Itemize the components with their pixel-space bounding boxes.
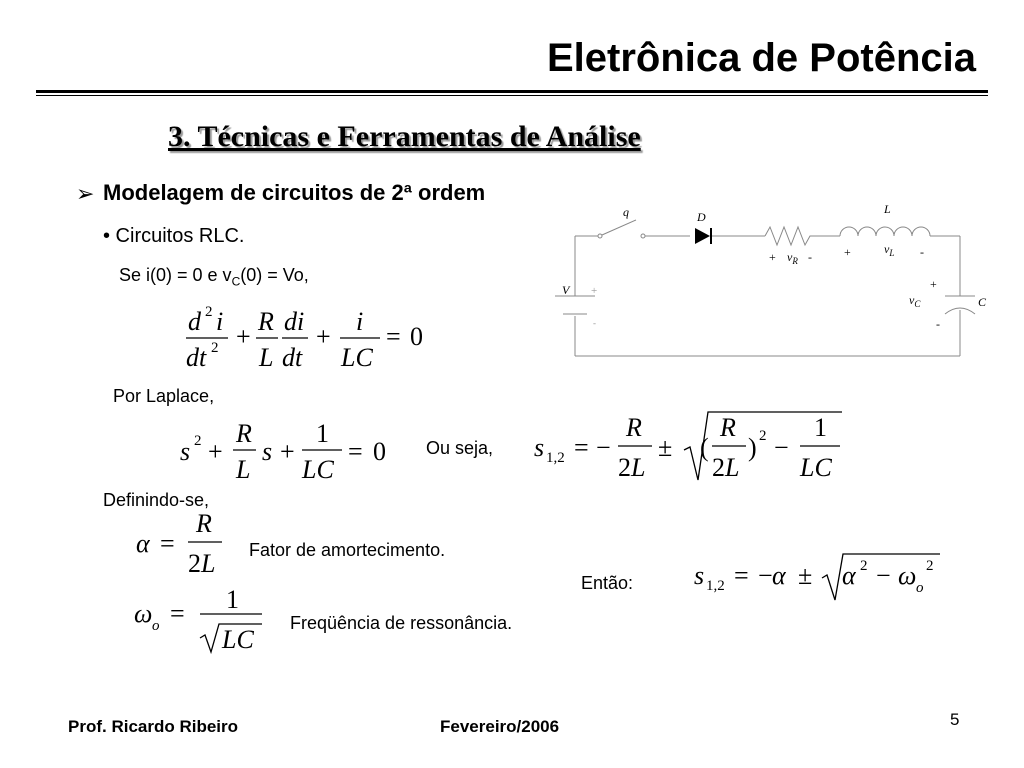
svg-text:=: = (386, 322, 401, 351)
svg-text:i: i (356, 307, 364, 336)
svg-text:dt: dt (282, 343, 303, 372)
svg-text:R: R (236, 419, 252, 448)
svg-text:i: i (216, 307, 224, 336)
diode-icon (695, 228, 710, 244)
svg-text:L: L (236, 455, 251, 484)
svg-text:−: − (774, 433, 789, 462)
equation-roots-alpha (690, 548, 950, 604)
svg-text:di: di (284, 307, 305, 336)
equation-roots (530, 402, 850, 492)
svg-text:L: L (259, 343, 274, 372)
svg-text:=: = (348, 437, 363, 466)
vC-minus: - (936, 317, 940, 331)
page-number: 5 (950, 710, 960, 729)
svg-text:=: = (734, 561, 749, 590)
vC-plus: + (930, 277, 937, 291)
rlc-circuit-diagram (550, 198, 1010, 368)
label-q: q (623, 205, 629, 219)
svg-text:dt: dt (186, 343, 207, 372)
svg-text:2: 2 (860, 558, 868, 574)
svg-text:s: s (694, 561, 705, 590)
svg-text:ω: ω (898, 561, 917, 590)
svg-text:R: R (196, 509, 212, 538)
label-V: V (562, 283, 570, 297)
svg-text:1: 1 (316, 419, 329, 448)
bullet-heading: Modelagem de circuitos de 2ª ordem (103, 180, 486, 205)
label-frequencia-ressonancia: Freqüência de ressonância. (290, 613, 513, 633)
svg-text:−: − (876, 561, 891, 590)
svg-text:1,2: 1,2 (546, 450, 565, 466)
vL-plus: + (844, 245, 851, 259)
svg-text:+: + (208, 437, 223, 466)
svg-text:2: 2 (759, 428, 767, 444)
svg-text:α: α (842, 561, 856, 590)
vL-minus: - (920, 245, 924, 259)
label-fator-amortecimento: Fator de amortecimento. (249, 540, 446, 560)
svg-text:=: = (170, 599, 185, 628)
svg-text:s: s (180, 437, 191, 466)
svg-text:±: ± (658, 433, 673, 462)
svg-text:2: 2 (194, 433, 202, 449)
svg-text:R: R (626, 413, 642, 442)
section-title: 3. Técnicas e Ferramentas de Análise (168, 120, 641, 153)
svg-text:2: 2 (211, 340, 219, 356)
svg-text:LC: LC (800, 453, 832, 482)
svg-text:1: 1 (226, 585, 239, 614)
arrow-bullet-icon: ➢ (76, 181, 95, 206)
label-L: L (884, 202, 891, 216)
svg-text:L: L (631, 453, 646, 482)
equation-alpha (130, 510, 240, 582)
svg-text:1,2: 1,2 (706, 578, 725, 594)
switch-blade (602, 220, 636, 235)
vR-minus: - (808, 250, 812, 264)
label-definindo: Definindo-se, (103, 490, 210, 510)
svg-text:s: s (262, 437, 273, 466)
sub-bullet-rlc: • Circuitos RLC. (103, 225, 245, 247)
label-entao: Então: (581, 573, 634, 593)
label-C: C (978, 295, 987, 309)
svg-text:=: = (160, 529, 175, 558)
svg-text:2: 2 (712, 453, 725, 482)
equation-laplace (178, 412, 408, 492)
svg-text:2: 2 (188, 549, 201, 578)
label-vL: $v_L$ (884, 242, 895, 258)
svg-text:+: + (316, 322, 331, 351)
footer-date: Fevereiro/2006 (440, 717, 560, 736)
svg-text:2: 2 (926, 558, 934, 574)
svg-text:−: − (596, 433, 611, 462)
switch-terminal-right (641, 234, 645, 238)
initial-conditions: Se i(0) = 0 e $v_C(0) = Vo$, (119, 265, 309, 289)
equation-omega (130, 582, 280, 662)
svg-text:±: ± (798, 561, 813, 590)
svg-text:): ) (748, 433, 757, 462)
svg-text:+: + (236, 322, 251, 351)
svg-text:L: L (725, 453, 740, 482)
svg-text:2: 2 (618, 453, 631, 482)
svg-text:LC: LC (302, 455, 334, 484)
svg-text:+: + (280, 437, 295, 466)
svg-text:LC: LC (341, 343, 373, 372)
svg-text:o: o (152, 618, 160, 634)
svg-text:(: ( (700, 433, 709, 462)
header-rule-thin (36, 95, 988, 96)
label-por-laplace: Por Laplace, (113, 386, 215, 406)
label-vR: $v_R$ (787, 250, 798, 266)
vR-plus: + (769, 250, 776, 264)
label-ou-seja: Ou seja, (426, 438, 494, 458)
header-rule-thick (36, 90, 988, 93)
label-D: D (697, 210, 706, 224)
battery-plus: + (591, 285, 598, 297)
svg-text:o: o (916, 580, 924, 596)
battery-minus: - (593, 318, 596, 328)
footer-author: Prof. Ricardo Ribeiro (68, 717, 239, 736)
inductor-coil (840, 227, 930, 236)
svg-text:0: 0 (373, 437, 386, 466)
svg-text:−: − (758, 561, 773, 590)
label-vC: $v_C$ (909, 293, 921, 309)
svg-text:d: d (188, 307, 201, 336)
slide-header-title: Eletrônica de Potência (546, 36, 976, 80)
svg-text:1: 1 (814, 413, 827, 442)
svg-text:LC: LC (222, 625, 254, 654)
svg-text:2: 2 (205, 304, 213, 320)
svg-text:R: R (258, 307, 274, 336)
svg-text:L: L (201, 549, 216, 578)
svg-text:α: α (136, 529, 150, 558)
svg-text:s: s (534, 433, 545, 462)
svg-text:0: 0 (410, 322, 423, 351)
equation-differential (180, 298, 440, 378)
svg-text:ω: ω (134, 599, 153, 628)
switch-terminal-left (598, 234, 602, 238)
svg-text:=: = (574, 433, 589, 462)
svg-text:α: α (772, 561, 786, 590)
svg-text:R: R (720, 413, 736, 442)
resistor-zigzag (765, 227, 815, 245)
